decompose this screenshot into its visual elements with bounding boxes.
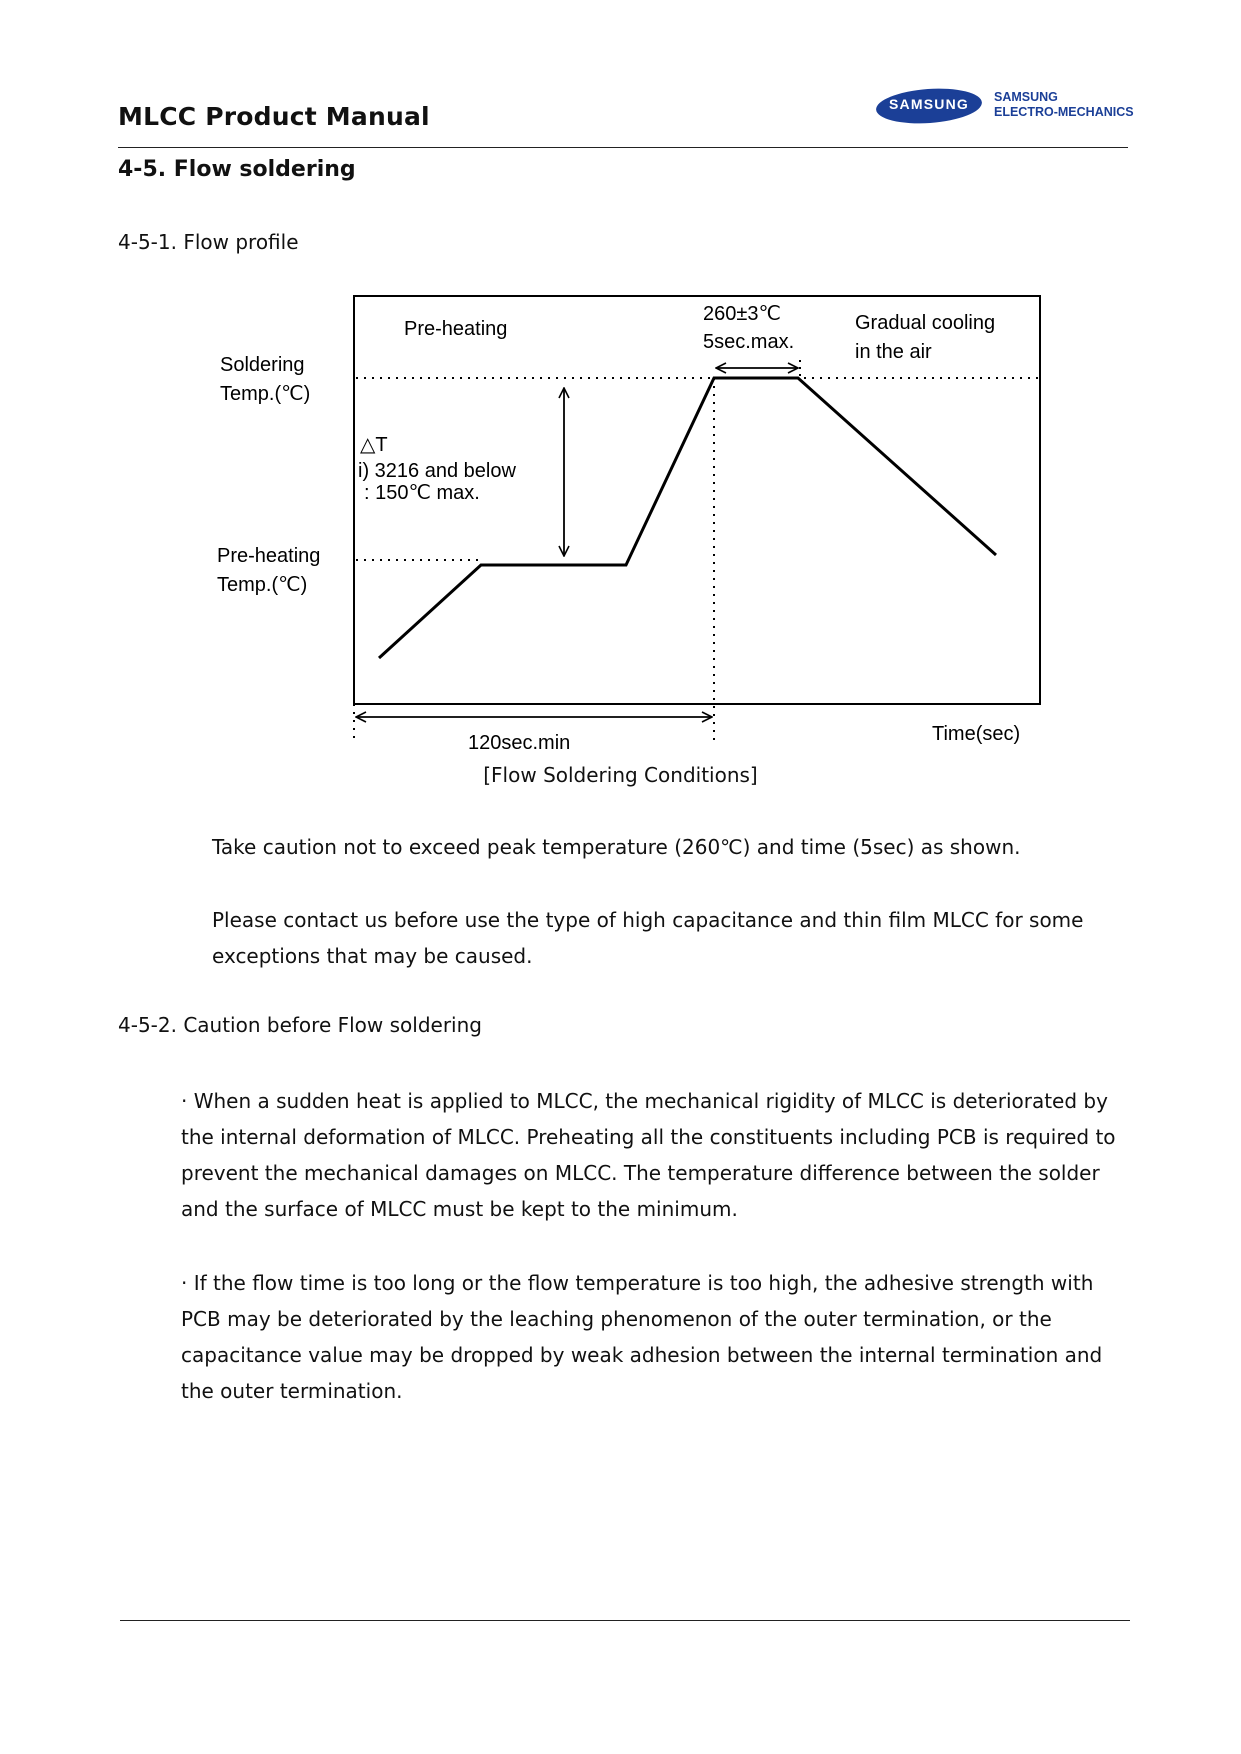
caution-peak-paragraph: Take caution not to exceed peak temperature (260℃) and time (5sec) as shown. — [212, 835, 1021, 859]
logo-wordmark: SAMSUNG — [889, 96, 969, 112]
bullet-sudden-heat: · When a sudden heat is applied to MLCC, the mechanical rigidity of MLCC is deteriorated by the internal deformation of MLCC. Preheating all the constituents including PCB is required to prevent the mechanical damages on MLCC. The temperature difference between the solder and the surface of MLCC must be kept to the minimum. — [181, 1089, 1116, 1221]
section-title: 4-5. Flow soldering — [118, 157, 356, 182]
subsection-flow-profile: 4-5-1. Flow profile — [118, 230, 299, 254]
contact-paragraph: Please contact us before use the type of high capacitance and thin film MLCC for some exceptions that may be caused. — [212, 908, 1084, 968]
label-peak-temp: 260±3℃ — [703, 303, 781, 325]
temperature-profile-line — [379, 378, 996, 658]
label-cooling-line1: Gradual cooling — [855, 312, 996, 334]
label-peak-time: 5sec.max. — [703, 331, 795, 353]
label-cooling-line2: in the air — [855, 341, 932, 363]
label-soldering-temp: Temp.(℃) — [220, 383, 311, 405]
label-delta-t-size: i) 3216 and below — [358, 460, 516, 482]
flow-profile-diagram — [210, 290, 1060, 760]
header-divider — [118, 147, 1128, 148]
label-preheating: Pre-heating — [404, 318, 508, 340]
bullet-flow-time: · If the flow time is too long or the flow temperature is too high, the adhesive strength with PCB may be deteriorated by the leaching phenomenon of the outer termination, or the capacitance value may be dropped by weak adhesion between the internal termination and the outer termination. — [181, 1271, 1103, 1403]
logo-subtitle-line1: SAMSUNG — [994, 90, 1058, 104]
samsung-logo — [876, 86, 1136, 130]
label-delta-t-max: : 150℃ max. — [364, 482, 480, 504]
label-x-axis: Time(sec) — [932, 723, 1021, 745]
figure-caption: [Flow Soldering Conditions] — [483, 763, 758, 787]
label-preheat-temp-line2: Temp.(℃) — [217, 574, 308, 596]
subsection-caution: 4-5-2. Caution before Flow soldering — [118, 1013, 482, 1037]
label-duration: 120sec.min — [468, 732, 571, 754]
label-delta-t: △T — [360, 434, 388, 456]
label-soldering: Soldering — [220, 354, 305, 376]
footer-divider — [120, 1620, 1130, 1621]
manual-title: MLCC Product Manual — [118, 102, 430, 131]
logo-subtitle — [994, 90, 1134, 120]
label-preheat-temp-line1: Pre-heating — [217, 545, 321, 567]
logo-subtitle-line2: ELECTRO-MECHANICS — [994, 105, 1134, 119]
